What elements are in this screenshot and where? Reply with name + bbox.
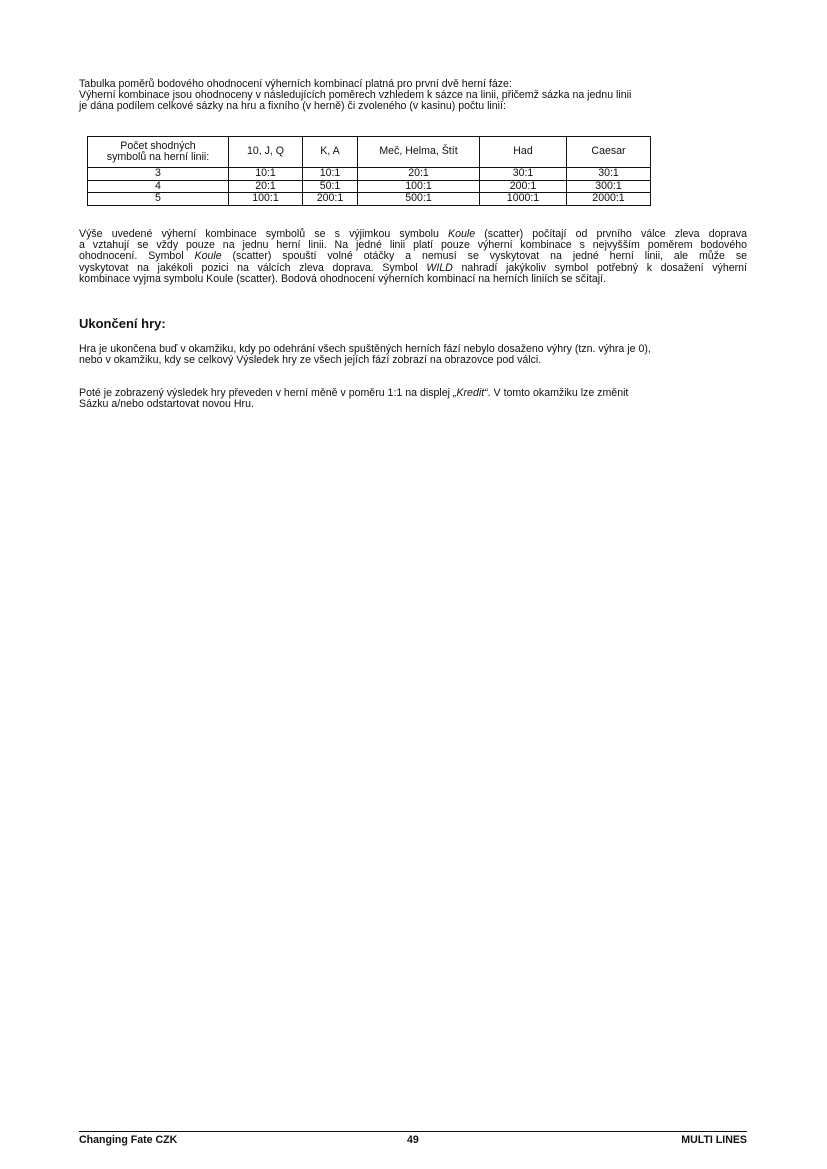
intro-paragraph [79, 79, 747, 113]
header-text: symbolů na herní linii: [106, 151, 210, 163]
table-cell: 100:1 [229, 193, 303, 206]
table-cell: 10:1 [229, 168, 303, 181]
table-cell: 200:1 [480, 180, 567, 193]
table-cell: 4 [88, 180, 229, 193]
end-paragraph [79, 344, 747, 366]
page-number: 49 [407, 1134, 419, 1146]
text: vyskytovat na jakékoli pozici na válcích zleva doprava. Symbol [79, 261, 427, 274]
end-line: nebo v okamžiku, kdy se celkový Výsledek hry ze všech jejích fází zobrazí na obrazovce pod válci. [79, 354, 542, 367]
table-cell: 2000:1 [567, 193, 651, 206]
text: Výše uvedené výherní kombinace symbolů se s výjimkou symbolu [79, 228, 449, 240]
rules-line: kombinace vyjma symbolu Koule (scatter). Bodová ohodnocení výherních kombinací na herních liniích se sčítají. [79, 272, 607, 285]
table-cell: 10:1 [303, 168, 358, 181]
table-cell: 1000:1 [480, 193, 567, 206]
table-cell: 300:1 [567, 180, 651, 193]
credit-paragraph [79, 388, 747, 410]
text: . V tomto okamžiku lze změnit [487, 387, 629, 399]
footer-divider [79, 1131, 747, 1132]
intro-line: je dána podílem celkové sázky na hru a fixního (v herně) či zvoleného (v kasinu) počtu linií: [79, 100, 506, 113]
table-cell: 50:1 [303, 180, 358, 193]
table-cell: 100:1 [358, 180, 480, 193]
text: (scatter) spouští volné otáčky a nemusí se vyskytovat na jedné herní linii, ale může se [221, 250, 748, 263]
kredit-term: „Kredit“ [452, 387, 488, 399]
text: (scatter) počítají od prvního válce zleva doprava [475, 228, 747, 240]
table-cell: 30:1 [480, 168, 567, 181]
text: Poté je zobrazený výsledek hry převeden v herní měně v poměru 1:1 na displej [79, 387, 453, 399]
wild-term: WILD [426, 261, 453, 274]
table-row [88, 193, 651, 206]
rules-line: a vztahují se vždy pouze na jednu herní linii. Na jedné linii platí pouze výherní kombinace s nejvyšším poměrem bodového [79, 239, 747, 252]
header-cell: Had [480, 137, 567, 168]
credit-line: Sázku a/nebo odstartovat novou Hru. [79, 398, 254, 411]
text: ohodnocení. Symbol [79, 250, 195, 263]
table-cell: 200:1 [303, 193, 358, 206]
koule-term: Koule [448, 228, 476, 240]
text: nahradí jakýkoliv symbol potřebný k dosažení výherní [452, 261, 747, 274]
table-cell: 500:1 [358, 193, 480, 206]
intro-line: Tabulka poměrů bodového ohodnocení výherních kombinací platná pro první dvě herní fáze: [79, 78, 512, 90]
section-heading: Ukončení hry: [79, 316, 166, 331]
header-cell: 10, J, Q [229, 137, 303, 168]
table-cell: 20:1 [229, 180, 303, 193]
header-cell: K, A [303, 137, 358, 168]
header-cell: Caesar [567, 137, 651, 168]
table-cell: 5 [88, 193, 229, 206]
end-line: Hra je ukončena buď v okamžiku, kdy po odehrání všech spuštěných herních fází nebylo dosaženo výhry (tzn. výhra je 0), [79, 343, 651, 355]
table-header-row [88, 137, 651, 168]
table-cell: 20:1 [358, 168, 480, 181]
koule-term: Koule [194, 250, 222, 263]
payout-table [87, 136, 651, 206]
table-cell: 30:1 [567, 168, 651, 181]
footer-section: MULTI LINES [681, 1134, 747, 1146]
intro-line: Výherní kombinace jsou ohodnoceny v následujících poměrech vzhledem k sázce na linii, přičemž sázka na jednu linii [79, 89, 632, 102]
footer-title: Changing Fate CZK [79, 1134, 178, 1146]
header-cell: Meč, Helma, Štít [358, 137, 480, 168]
header-symbol-count [88, 137, 229, 168]
table-row [88, 180, 651, 193]
table-cell: 3 [88, 168, 229, 181]
rules-paragraph [79, 229, 747, 285]
header-text: Počet shodných [120, 139, 196, 152]
table-row [88, 168, 651, 181]
